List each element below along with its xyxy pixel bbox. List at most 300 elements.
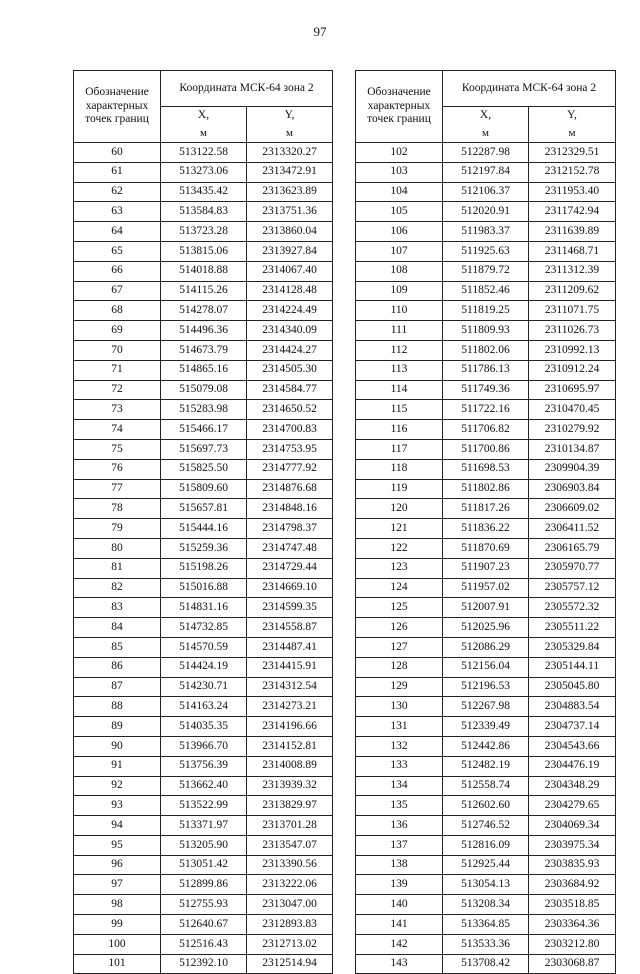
table-row [74,954,333,974]
y-value: 2303684.92 [529,875,616,895]
table-row [74,241,333,261]
y-value: 2309904.39 [529,459,616,479]
point-number: 95 [74,835,161,855]
y-value: 2313047.00 [247,895,333,915]
y-value: 2314848.16 [247,499,333,519]
point-number: 105 [356,202,443,222]
table-row [356,796,616,816]
y-value: 2310279.92 [529,420,616,440]
table-row [74,697,333,717]
point-number: 130 [356,697,443,717]
point-number: 138 [356,855,443,875]
x-value: 513122.58 [161,143,247,163]
table-row [356,875,616,895]
y-value: 2311071.75 [529,301,616,321]
x-value: 513435.42 [161,182,247,202]
x-value: 511749.36 [443,380,529,400]
table-row [356,677,616,697]
y-value: 2304279.65 [529,796,616,816]
y-value: 2314505.30 [247,360,333,380]
table-row [74,360,333,380]
point-number: 141 [356,915,443,935]
x-value: 512925.44 [443,855,529,875]
point-number: 63 [74,202,161,222]
table-row [74,162,333,182]
x-value: 514424.19 [161,657,247,677]
table-row [356,340,616,360]
x-value: 512899.86 [161,875,247,895]
point-number: 129 [356,677,443,697]
x-value: 512602.60 [443,796,529,816]
x-value: 513723.28 [161,222,247,242]
x-value: 512197.84 [443,162,529,182]
x-value: 514496.36 [161,321,247,341]
table-row [74,420,333,440]
x-value: 512025.96 [443,618,529,638]
table-row [356,241,616,261]
point-number: 66 [74,261,161,281]
y-value: 2314798.37 [247,519,333,539]
y-value: 2314729.44 [247,558,333,578]
table-row [74,400,333,420]
x-value: 514115.26 [161,281,247,301]
point-number: 80 [74,538,161,558]
table-row [74,618,333,638]
table-row [74,796,333,816]
y-value: 2305970.77 [529,558,616,578]
point-number: 121 [356,519,443,539]
y-value: 2305329.84 [529,637,616,657]
table-row [356,281,616,301]
coordinate-header: Координата МСК-64 зона 2 [161,71,333,107]
table-row [74,875,333,895]
table-row [74,657,333,677]
x-value: 513522.99 [161,796,247,816]
table-row [356,637,616,657]
table-row [356,360,616,380]
y-value: 2314876.68 [247,479,333,499]
point-number: 135 [356,796,443,816]
y-value: 2314650.52 [247,400,333,420]
y-value: 2305144.11 [529,657,616,677]
x-value: 515198.26 [161,558,247,578]
x-column-header: X, м [161,107,247,143]
point-number: 61 [74,162,161,182]
table-row [74,479,333,499]
point-number: 133 [356,756,443,776]
y-value: 2311953.40 [529,182,616,202]
x-value: 513533.36 [443,934,529,954]
x-value: 514673.79 [161,340,247,360]
point-column-header: Обозначение характерных точек границ [356,71,443,143]
point-number: 142 [356,934,443,954]
table-row [356,538,616,558]
table-row [74,558,333,578]
point-number: 127 [356,637,443,657]
point-number: 108 [356,261,443,281]
y-value: 2312893.83 [247,915,333,935]
table-row [356,380,616,400]
table-row [74,519,333,539]
y-value: 2306903.84 [529,479,616,499]
point-number: 64 [74,222,161,242]
table-row [74,499,333,519]
x-value: 513205.90 [161,835,247,855]
y-value: 2306411.52 [529,519,616,539]
point-number: 71 [74,360,161,380]
x-value: 513708.42 [443,954,529,974]
point-number: 115 [356,400,443,420]
point-number: 99 [74,915,161,935]
table-row [356,499,616,519]
x-value: 513371.97 [161,816,247,836]
y-value: 2304069.34 [529,816,616,836]
point-number: 87 [74,677,161,697]
table-row [356,301,616,321]
table-row [74,736,333,756]
y-value: 2303364.36 [529,915,616,935]
x-value: 511722.16 [443,400,529,420]
table-row [356,420,616,440]
y-value: 2305045.80 [529,677,616,697]
y-value: 2314152.81 [247,736,333,756]
point-number: 117 [356,439,443,459]
x-value: 513208.34 [443,895,529,915]
point-number: 81 [74,558,161,578]
y-value: 2306609.02 [529,499,616,519]
point-number: 69 [74,321,161,341]
x-value: 511879.72 [443,261,529,281]
y-value: 2312514.94 [247,954,333,974]
point-number: 70 [74,340,161,360]
y-value: 2303518.85 [529,895,616,915]
coordinate-header: Координата МСК-64 зона 2 [443,71,616,107]
x-value: 515259.36 [161,538,247,558]
table-row [74,677,333,697]
table-row [356,578,616,598]
point-number: 118 [356,459,443,479]
x-value: 512755.93 [161,895,247,915]
y-value: 2311468.71 [529,241,616,261]
x-value: 513584.83 [161,202,247,222]
y-value: 2314196.66 [247,717,333,737]
y-value: 2314067.40 [247,261,333,281]
x-value: 512558.74 [443,776,529,796]
point-number: 96 [74,855,161,875]
point-number: 83 [74,598,161,618]
point-number: 73 [74,400,161,420]
table-row [74,816,333,836]
y-value: 2313547.07 [247,835,333,855]
point-number: 107 [356,241,443,261]
point-number: 90 [74,736,161,756]
y-value: 2314128.48 [247,281,333,301]
y-value: 2314224.49 [247,301,333,321]
x-value: 512007.91 [443,598,529,618]
table-row [74,934,333,954]
point-number: 89 [74,717,161,737]
y-value: 2314008.89 [247,756,333,776]
table-row [356,934,616,954]
x-value: 512196.53 [443,677,529,697]
point-number: 124 [356,578,443,598]
x-value: 512746.52 [443,816,529,836]
point-number: 134 [356,776,443,796]
point-number: 111 [356,321,443,341]
table-row [74,182,333,202]
y-value: 2314747.48 [247,538,333,558]
y-value: 2314558.87 [247,618,333,638]
table-row [356,222,616,242]
x-value: 511802.86 [443,479,529,499]
point-number: 97 [74,875,161,895]
table-row [74,380,333,400]
table-row [74,340,333,360]
table-row [74,301,333,321]
y-value: 2310992.13 [529,340,616,360]
table-row [74,321,333,341]
table-row [74,261,333,281]
point-number: 104 [356,182,443,202]
point-number: 126 [356,618,443,638]
point-number: 102 [356,143,443,163]
table-row [356,519,616,539]
x-value: 514732.85 [161,618,247,638]
point-number: 113 [356,360,443,380]
x-value: 515444.16 [161,519,247,539]
table-row [356,954,616,974]
point-number: 123 [356,558,443,578]
table-row [356,618,616,638]
table-row [74,756,333,776]
x-value: 515657.81 [161,499,247,519]
x-value: 513662.40 [161,776,247,796]
point-number: 137 [356,835,443,855]
x-value: 513364.85 [443,915,529,935]
y-value: 2303975.34 [529,835,616,855]
table-row [74,439,333,459]
y-value: 2313222.06 [247,875,333,895]
point-number: 62 [74,182,161,202]
x-value: 513966.70 [161,736,247,756]
y-value: 2313751.36 [247,202,333,222]
y-value: 2305572.32 [529,598,616,618]
x-value: 515283.98 [161,400,247,420]
x-value: 515016.88 [161,578,247,598]
table-row [74,578,333,598]
y-value: 2310912.24 [529,360,616,380]
point-number: 79 [74,519,161,539]
y-value: 2313829.97 [247,796,333,816]
point-number: 139 [356,875,443,895]
point-number: 106 [356,222,443,242]
y-value: 2314777.92 [247,459,333,479]
point-number: 120 [356,499,443,519]
x-value: 514163.24 [161,697,247,717]
table-row [74,143,333,163]
x-value: 514035.35 [161,717,247,737]
table-row [356,598,616,618]
x-value: 512086.29 [443,637,529,657]
point-number: 76 [74,459,161,479]
y-value: 2312152.78 [529,162,616,182]
table-row [74,281,333,301]
table-row [356,697,616,717]
x-value: 512640.67 [161,915,247,935]
point-number: 93 [74,796,161,816]
table-row [356,756,616,776]
point-number: 86 [74,657,161,677]
y-value: 2304348.29 [529,776,616,796]
x-value: 511786.13 [443,360,529,380]
y-value: 2314312.54 [247,677,333,697]
point-number: 67 [74,281,161,301]
y-value: 2314599.35 [247,598,333,618]
y-value: 2310695.97 [529,380,616,400]
x-value: 511706.82 [443,420,529,440]
x-value: 514865.16 [161,360,247,380]
table-row [74,222,333,242]
table-row [356,776,616,796]
point-number: 101 [74,954,161,974]
point-number: 77 [74,479,161,499]
point-number: 84 [74,618,161,638]
point-number: 100 [74,934,161,954]
point-number: 68 [74,301,161,321]
table-row [356,717,616,737]
x-value: 511983.37 [443,222,529,242]
y-value: 2313939.32 [247,776,333,796]
table-row [356,162,616,182]
point-number: 65 [74,241,161,261]
x-value: 515809.60 [161,479,247,499]
x-value: 515079.08 [161,380,247,400]
x-value: 511700.86 [443,439,529,459]
y-value: 2314584.77 [247,380,333,400]
table-row [356,143,616,163]
x-value: 511907.23 [443,558,529,578]
x-value: 512267.98 [443,697,529,717]
point-number: 88 [74,697,161,717]
y-value: 2306165.79 [529,538,616,558]
point-number: 82 [74,578,161,598]
y-value: 2313927.84 [247,241,333,261]
y-value: 2312713.02 [247,934,333,954]
y-value: 2312329.51 [529,143,616,163]
x-value: 511809.93 [443,321,529,341]
point-number: 110 [356,301,443,321]
y-value: 2314273.21 [247,697,333,717]
table-row [356,816,616,836]
y-value: 2313623.89 [247,182,333,202]
y-value: 2313860.04 [247,222,333,242]
x-value: 514570.59 [161,637,247,657]
x-value: 511870.69 [443,538,529,558]
table-row [356,736,616,756]
x-value: 514018.88 [161,261,247,281]
table-row [74,202,333,222]
y-value: 2304476.19 [529,756,616,776]
x-value: 512482.19 [443,756,529,776]
table-row [74,538,333,558]
point-number: 94 [74,816,161,836]
point-number: 140 [356,895,443,915]
table-row [356,915,616,935]
x-value: 511817.26 [443,499,529,519]
y-value: 2313320.27 [247,143,333,163]
y-value: 2305757.12 [529,578,616,598]
x-value: 512392.10 [161,954,247,974]
x-value: 513273.06 [161,162,247,182]
y-value: 2305511.22 [529,618,616,638]
x-value: 513051.42 [161,855,247,875]
y-value: 2313390.56 [247,855,333,875]
point-number: 60 [74,143,161,163]
table-row [74,717,333,737]
table-row [356,261,616,281]
table-row [356,855,616,875]
x-value: 513756.39 [161,756,247,776]
x-value: 515825.50 [161,459,247,479]
y-value: 2303212.80 [529,934,616,954]
x-value: 511836.22 [443,519,529,539]
x-value: 511698.53 [443,459,529,479]
x-column-header: X, м [443,107,529,143]
x-value: 511802.06 [443,340,529,360]
point-number: 143 [356,954,443,974]
point-number: 109 [356,281,443,301]
x-value: 513054.13 [443,875,529,895]
y-value: 2314700.83 [247,420,333,440]
y-value: 2314340.09 [247,321,333,341]
x-value: 511957.02 [443,578,529,598]
x-value: 515697.73 [161,439,247,459]
point-number: 98 [74,895,161,915]
x-value: 512106.37 [443,182,529,202]
table-row [356,459,616,479]
x-value: 514831.16 [161,598,247,618]
table-row [356,835,616,855]
y-value: 2313701.28 [247,816,333,836]
point-number: 72 [74,380,161,400]
x-value: 512816.09 [443,835,529,855]
x-value: 512339.49 [443,717,529,737]
y-value: 2314669.10 [247,578,333,598]
table-row [356,558,616,578]
point-column-header: Обозначение характерных точек границ [74,71,161,143]
table-row [74,637,333,657]
point-number: 136 [356,816,443,836]
y-value: 2310134.87 [529,439,616,459]
table-row [356,400,616,420]
y-value: 2311639.89 [529,222,616,242]
x-value: 511925.63 [443,241,529,261]
point-number: 92 [74,776,161,796]
y-value: 2303835.93 [529,855,616,875]
point-number: 128 [356,657,443,677]
point-number: 78 [74,499,161,519]
y-value: 2311209.62 [529,281,616,301]
y-column-header: Y, м [529,107,616,143]
point-number: 116 [356,420,443,440]
y-column-header: Y, м [247,107,333,143]
point-number: 122 [356,538,443,558]
y-value: 2303068.87 [529,954,616,974]
table-row [74,598,333,618]
y-value: 2314424.27 [247,340,333,360]
y-value: 2310470.45 [529,400,616,420]
x-value: 515466.17 [161,420,247,440]
